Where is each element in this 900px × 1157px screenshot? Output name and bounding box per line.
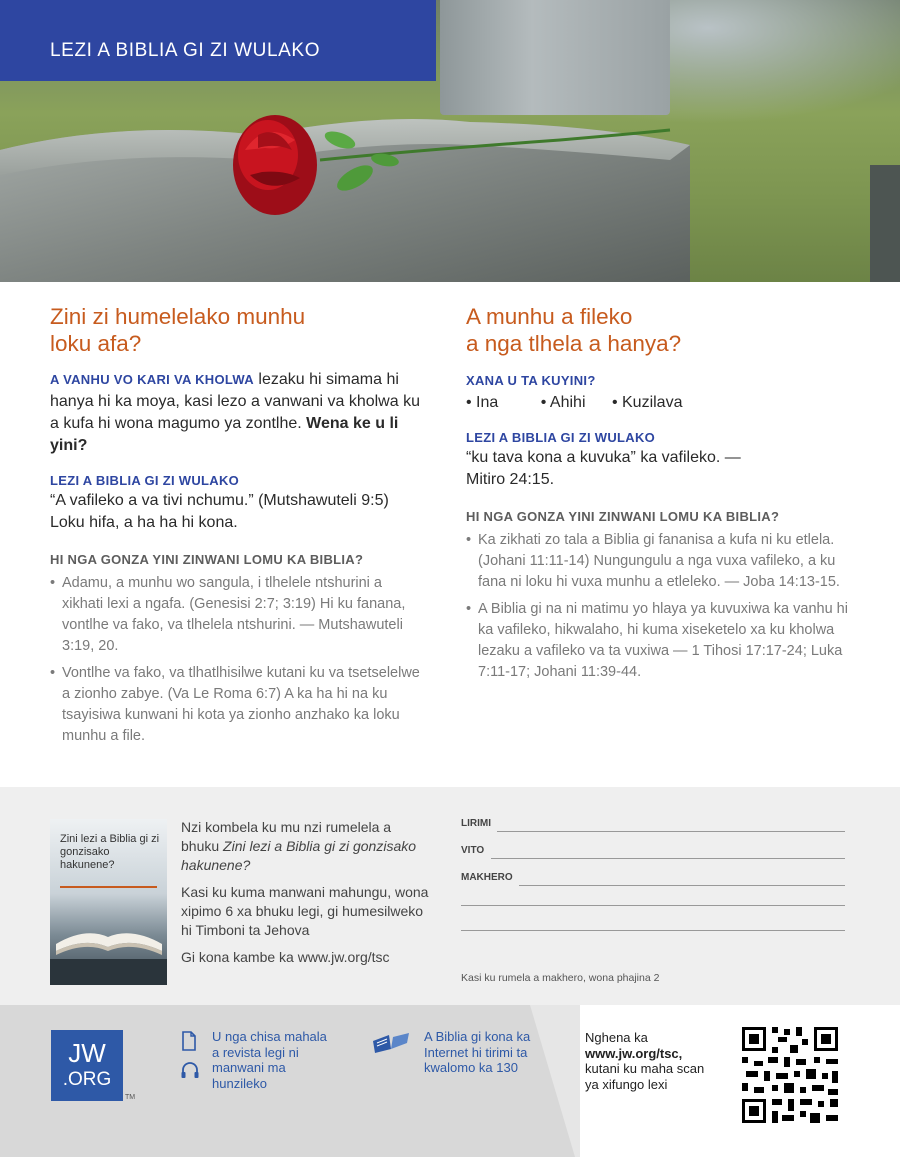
left-intro-question: Wena ke u li yini? xyxy=(50,415,399,454)
left-intro xyxy=(50,369,420,457)
qr-code-icon[interactable] xyxy=(733,1019,870,1131)
language-line xyxy=(497,831,845,832)
visit-line1: Nghena ka xyxy=(585,1030,648,1045)
right-column xyxy=(466,303,856,683)
open-book-illustration xyxy=(50,819,167,985)
visit-text xyxy=(585,1030,704,1092)
address-field-label: MAKHERO xyxy=(461,872,513,883)
bible-online-text: A Biblia gi kona ka Internet hi tirimi ta kwalomo ka 130 xyxy=(424,1029,531,1075)
document-icon xyxy=(181,1031,197,1051)
left-column xyxy=(50,303,420,747)
address-line-2[interactable] xyxy=(461,892,845,906)
right-question xyxy=(466,303,856,357)
right-learn-label: HI NGA GONZA YINI ZINWANI LOMU KA BIBLIA? xyxy=(466,509,780,524)
header-band xyxy=(0,0,436,81)
visit-url[interactable]: www.jw.org/tsc, xyxy=(585,1045,683,1061)
right-think-label: XANA U TA KUYINI? xyxy=(466,373,596,388)
trademark: TM xyxy=(125,1094,136,1101)
language-field[interactable] xyxy=(461,818,845,832)
book-cover xyxy=(50,819,167,985)
answer-options xyxy=(466,392,856,414)
right-question-line1: A munhu a fileko xyxy=(466,304,633,329)
name-field-label: VITO xyxy=(461,845,485,856)
jw-org-logo[interactable]: JW .ORG xyxy=(51,1030,123,1101)
address-line xyxy=(519,885,845,886)
left-intro-text: lezaku hi simama hi hanya hi ka moya, kasi lezo a vanwani va kholwa ku a kufa hi wona magumo ya zontlhe. xyxy=(50,371,420,432)
option-ahihi[interactable]: • Ahihi xyxy=(540,394,586,411)
offer-website: Gi kona kambe ka www.jw.org/tsc xyxy=(181,949,390,965)
visit-line4: ya xifungo lexi xyxy=(585,1076,668,1092)
qr-code-graphic xyxy=(733,1019,870,1131)
right-bullet-1: • Ka zikhati zo tala a Biblia gi fananisa a kufa ni ku etlela. (Johani 11:11-14) Nungungulu a nga vuxa vafileko, a ku fana ni loku hi vuxa munhu a etleleko. — Joba 14:13-15. xyxy=(466,530,856,593)
option-ina[interactable]: • Ina xyxy=(466,394,499,411)
headphones-icon xyxy=(180,1061,200,1079)
right-says-label: LEZI A BIBLIA GI ZI WULAKO xyxy=(466,430,656,445)
open-book-icon xyxy=(371,1031,411,1053)
left-says-text: “A vafileko a va tivi nchumu.” (Mutshawuteli 9:5) Loku hifa, a ha ha hi kona. xyxy=(50,492,389,531)
left-bullet-1: • Adamu, a munhu wo sangula, i tlhelele ntshurini a xikhati lexi a ngafa. (Genesisi 2:7; 3:19) Hi ku fanana, vontlhe va fako, va tlhelela ntshurini. — Mutshawuteli 3:19, 20. xyxy=(50,573,420,657)
left-intro-label: A VANHU VO KARI VA KHOLWA xyxy=(50,372,254,387)
left-says-label: LEZI A BIBLIA GI ZI WULAKO xyxy=(50,473,240,488)
right-question-line2: a nga tlhela a hanya? xyxy=(466,331,682,356)
option-kuzilava[interactable]: • Kuzilava xyxy=(611,394,683,411)
left-bullet-2: • Vontlhe va fako, va tlhatlhisilwe kutani ku va tsetselelwe a zionho zabye. (Va Le Roma 6:7) A ka ha hi na ku tsayisiwa kunwani hi kota ya zionho anzhako ka loku munhu a file. xyxy=(50,663,420,747)
address-line-3[interactable] xyxy=(461,917,845,931)
magazines-text: U nga chisa mahala a revista legi ni manwani ma hunzileko xyxy=(212,1029,327,1091)
right-bullet-2: • A Biblia gi na ni matimu yo hlaya ya kuvuxiwa ka vanhu hi ka vafileko, hikwalaho, hi kuma xiseketelo xa ku kholwa lezaku a vafileko va ta vuxiwa — 1 Tihosi 17:17-24; Luka 7:11-17; Johani 11:39-44. xyxy=(466,599,856,683)
visit-line3: kutani ku maha scan xyxy=(585,1061,705,1076)
name-line xyxy=(491,858,845,859)
left-question-line1: Zini zi humelelako munhu xyxy=(50,304,306,329)
offer-request: Nzi kombela ku mu nzi rumelela a bhuku Zini lezi a Biblia gi zi gonzisako hakunene? xyxy=(181,819,417,873)
left-question-line2: loku afa? xyxy=(50,331,142,356)
header-title: LEZI A BIBLIA GI ZI WULAKO xyxy=(50,40,321,61)
rose xyxy=(233,115,317,215)
left-learn-label: HI NGA GONZA YINI ZINWANI LOMU KA BIBLIA? xyxy=(50,552,364,567)
form-note: Kasi ku rumela a makhero, wona phajina 2 xyxy=(461,972,660,984)
book-offer xyxy=(181,818,431,975)
left-question xyxy=(50,303,420,357)
offer-info: Kasi ku kuma manwani mahungu, wona xipimo 6 xa bhuku legi, gi humesilweko hi Timboni ta Jehova xyxy=(181,884,429,938)
language-field-label: LIRIMI xyxy=(461,818,491,829)
name-field[interactable] xyxy=(461,845,845,859)
hero-photo xyxy=(0,0,900,282)
right-says-text: “ku tava kona a kuvuka” ka vafileko. — Mitiro 24:15. xyxy=(466,449,741,488)
book-cover-title: Zini lezi a Biblia gi zi gonzisako hakunene? xyxy=(60,833,160,871)
address-field[interactable] xyxy=(461,872,845,886)
